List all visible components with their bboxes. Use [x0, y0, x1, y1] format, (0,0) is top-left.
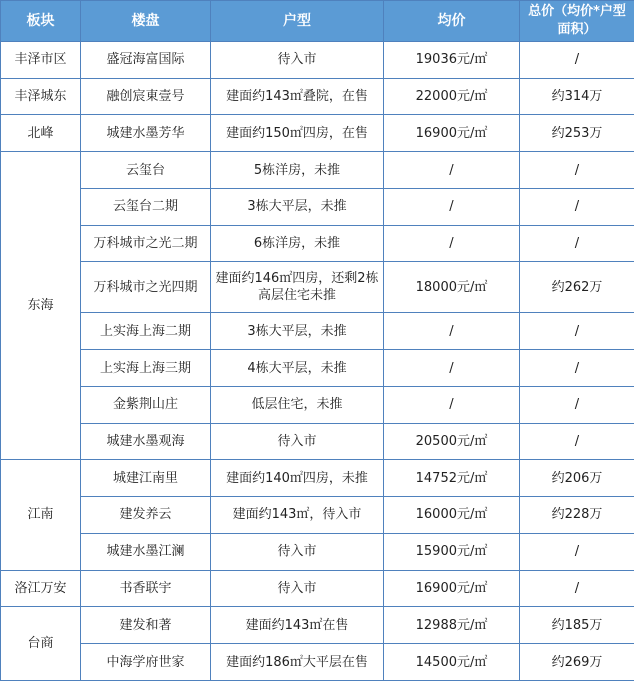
total-price-cell: 约206万 [520, 460, 634, 497]
unit-type-cell: 建面约143㎡在售 [211, 607, 384, 644]
district-cell: 东海 [1, 152, 81, 460]
total-price-cell: / [520, 225, 634, 262]
avg-price-cell: 16900元/㎡ [384, 570, 520, 607]
unit-type-cell: 建面约143㎡，待入市 [211, 497, 384, 534]
table-row [1, 386, 634, 423]
total-price-cell: 约185万 [520, 607, 634, 644]
avg-price-cell: 20500元/㎡ [384, 423, 520, 460]
total-price-cell: / [520, 570, 634, 607]
header-unit-type: 户型 [211, 1, 384, 42]
table-row [1, 350, 634, 387]
header-avg-price: 均价 [384, 1, 520, 42]
project-cell: 城建江南里 [81, 460, 211, 497]
avg-price-cell: 16900元/㎡ [384, 115, 520, 152]
unit-type-cell: 待入市 [211, 533, 384, 570]
avg-price-cell: 15900元/㎡ [384, 533, 520, 570]
header-total-price: 总价（均价*户型面积） [520, 1, 634, 42]
table-row [1, 42, 634, 79]
unit-type-cell: 5栋洋房，未推 [211, 152, 384, 189]
unit-type-cell: 建面约150㎡四房，在售 [211, 115, 384, 152]
avg-price-cell: 14500元/㎡ [384, 644, 520, 681]
project-cell: 万科城市之光四期 [81, 262, 211, 313]
table-row [1, 570, 634, 607]
table-row [1, 644, 634, 681]
avg-price-cell: / [384, 386, 520, 423]
unit-type-cell: 待入市 [211, 570, 384, 607]
avg-price-cell: 19036元/㎡ [384, 42, 520, 79]
header-row [1, 1, 634, 42]
project-cell: 城建水墨江澜 [81, 533, 211, 570]
unit-type-cell: 建面约143㎡叠院，在售 [211, 78, 384, 115]
district-cell: 台商 [1, 607, 81, 681]
table-row [1, 78, 634, 115]
project-cell: 金紫荆山庄 [81, 386, 211, 423]
project-cell: 上实海上海二期 [81, 313, 211, 350]
header-project: 楼盘 [81, 1, 211, 42]
project-cell: 上实海上海三期 [81, 350, 211, 387]
project-cell: 城建水墨芳华 [81, 115, 211, 152]
avg-price-cell: / [384, 313, 520, 350]
table-row [1, 225, 634, 262]
district-cell: 洛江万安 [1, 570, 81, 607]
avg-price-cell: / [384, 350, 520, 387]
unit-type-cell: 建面约146㎡四房，还剩2栋高层住宅未推 [211, 262, 384, 313]
total-price-cell: 约314万 [520, 78, 634, 115]
avg-price-cell: / [384, 152, 520, 189]
total-price-cell: 约253万 [520, 115, 634, 152]
table-row [1, 313, 634, 350]
project-cell: 书香联宇 [81, 570, 211, 607]
table-row [1, 152, 634, 189]
table-row [1, 460, 634, 497]
avg-price-cell: 12988元/㎡ [384, 607, 520, 644]
total-price-cell: 约262万 [520, 262, 634, 313]
avg-price-cell: 16000元/㎡ [384, 497, 520, 534]
table-row [1, 533, 634, 570]
project-cell: 中海学府世家 [81, 644, 211, 681]
table-row [1, 607, 634, 644]
total-price-cell: 约228万 [520, 497, 634, 534]
total-price-cell: / [520, 386, 634, 423]
district-cell: 丰泽市区 [1, 42, 81, 79]
table-row [1, 497, 634, 534]
unit-type-cell: 待入市 [211, 423, 384, 460]
avg-price-cell: 14752元/㎡ [384, 460, 520, 497]
project-cell: 盛冠海富国际 [81, 42, 211, 79]
total-price-cell: / [520, 313, 634, 350]
total-price-cell: / [520, 350, 634, 387]
project-cell: 建发养云 [81, 497, 211, 534]
total-price-cell: 约269万 [520, 644, 634, 681]
avg-price-cell: 22000元/㎡ [384, 78, 520, 115]
project-cell: 云玺台 [81, 152, 211, 189]
unit-type-cell: 3栋大平层，未推 [211, 313, 384, 350]
project-cell: 城建水墨观海 [81, 423, 211, 460]
project-cell: 融创宸東壹号 [81, 78, 211, 115]
total-price-cell: / [520, 188, 634, 225]
header-district: 板块 [1, 1, 81, 42]
total-price-cell: / [520, 42, 634, 79]
table-row [1, 115, 634, 152]
district-cell: 江南 [1, 460, 81, 570]
unit-type-cell: 3栋大平层，未推 [211, 188, 384, 225]
unit-type-cell: 建面约186㎡大平层在售 [211, 644, 384, 681]
district-cell: 丰泽城东 [1, 78, 81, 115]
total-price-cell: / [520, 423, 634, 460]
total-price-cell: / [520, 152, 634, 189]
avg-price-cell: / [384, 188, 520, 225]
total-price-cell: / [520, 533, 634, 570]
project-cell: 建发和著 [81, 607, 211, 644]
unit-type-cell: 建面约140㎡四房，未推 [211, 460, 384, 497]
table-row [1, 423, 634, 460]
unit-type-cell: 4栋大平层，未推 [211, 350, 384, 387]
table-row [1, 188, 634, 225]
unit-type-cell: 待入市 [211, 42, 384, 79]
unit-type-cell: 6栋洋房，未推 [211, 225, 384, 262]
unit-type-cell: 低层住宅，未推 [211, 386, 384, 423]
project-cell: 万科城市之光二期 [81, 225, 211, 262]
district-cell: 北峰 [1, 115, 81, 152]
table-body [1, 42, 634, 681]
table-row [1, 262, 634, 313]
avg-price-cell: / [384, 225, 520, 262]
project-cell: 云玺台二期 [81, 188, 211, 225]
avg-price-cell: 18000元/㎡ [384, 262, 520, 313]
